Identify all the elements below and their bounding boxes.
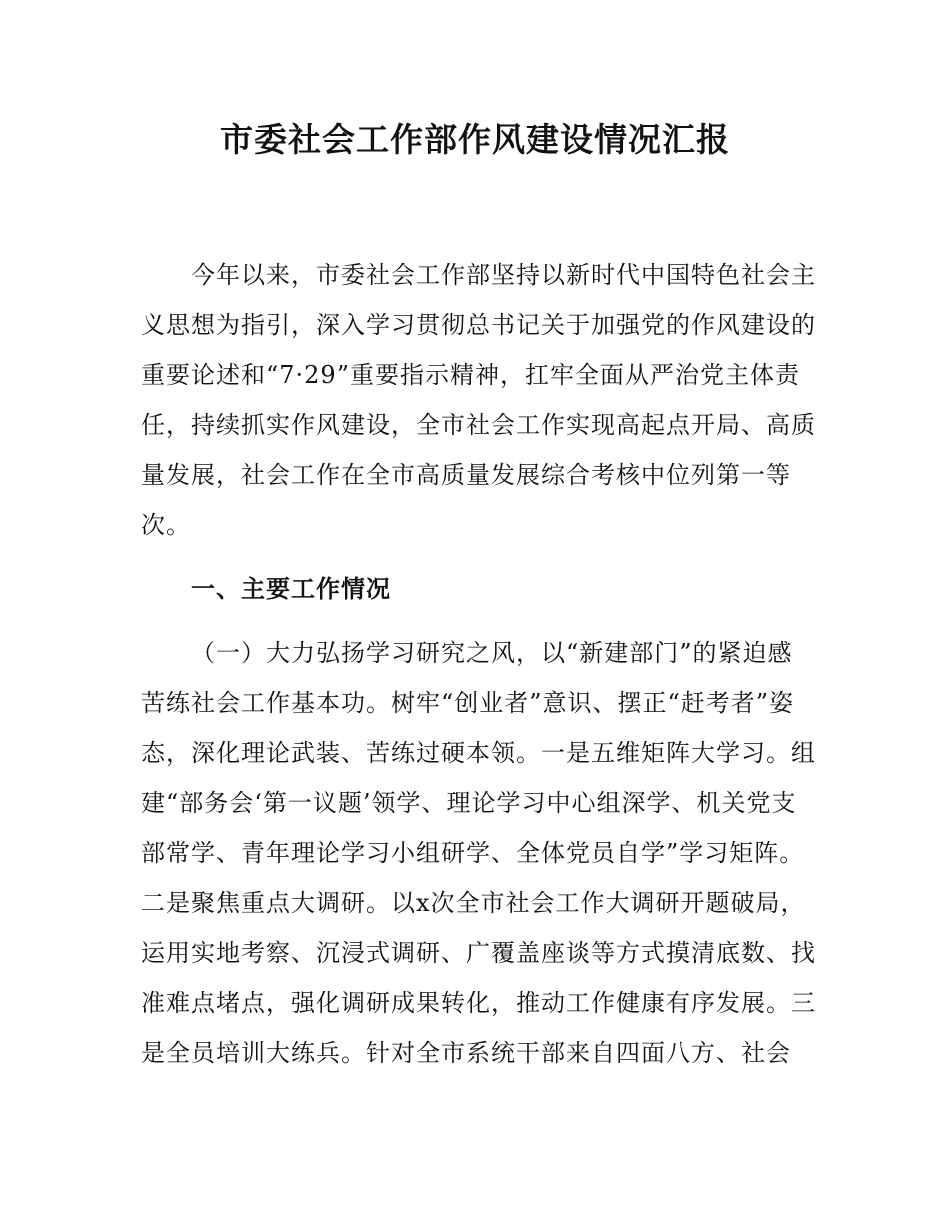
intro-paragraph: 今年以来，市委社会工作部坚持以新时代中国特色社会主义思想为指引，深入学习贯彻总书记关于加强党的作风建设的重要论述和“7·29”重要指示精神，扛牢全面从严治党主体责任，持续抓实作风建设，全市社会工作实现高起点开局、高质量发展，社会工作在全市高质量发展综合考核中位列第一等次。 [141,261,816,539]
section-heading: 一、主要工作情况 [191,575,391,603]
document-body [141,250,817,1078]
section-paragraph: （一）大力弘扬学习研究之风，以“新建部门”的紧迫感苦练社会工作基本功。树牢“创业者”意识、摆正“赶考者”姿态，深化理论武装、苦练过硬本领。一是五维矩阵大学习。组建“部务会‘第一议题’领学、理论学习中心组深学、机关党支部常学、青年理论学习小组研学、全体党员自学”学习矩阵。二是聚焦重点大调研。以x次全市社会工作大调研开题破局，运用实地考察、沉浸式调研、广覆盖座谈等方式摸清底数、找准难点堵点，强化调研成果转化，推动工作健康有序发展。三是全员培训大练兵。针对全市系统干部来自四面八方、社会 [141,639,816,1067]
document-title: 市委社会工作部作风建设情况汇报 [220,120,730,159]
